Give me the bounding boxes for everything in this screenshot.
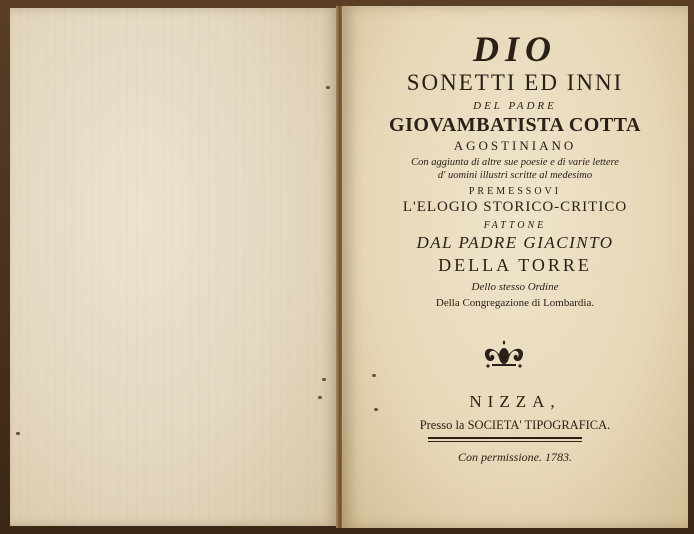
imprint-city: NIZZA,: [469, 392, 561, 411]
addition-line-2: d' uomini illustri scritte al medesimo: [437, 170, 593, 181]
same-order-line: Dello stesso Ordine: [471, 281, 559, 293]
addition-line-1: Con aggiunta di altre sue poesie e di varie lettere: [411, 157, 619, 168]
book-subtitle: SONETTI ED INNI: [406, 70, 624, 95]
sewing-hole: [326, 86, 330, 89]
editor-line-2: DELLA TORRE: [438, 255, 592, 275]
del-padre-line: DEL PADRE: [473, 100, 557, 112]
premessovi-line: PREMESSOVI: [468, 186, 562, 197]
addition-note: [342, 156, 688, 182]
sewing-hole: [372, 374, 376, 377]
imprint-rule-thin: [428, 441, 582, 442]
author-order: AGOSTINIANO: [453, 138, 577, 153]
congregation-line: Della Congregazione di Lombardia.: [435, 297, 595, 309]
sewing-hole: [322, 378, 326, 381]
fleuron-icon: [480, 336, 528, 370]
sewing-hole: [16, 432, 20, 435]
left-blank-page: [10, 8, 338, 526]
editor-line-1: DAL PADRE GIACINTO: [416, 233, 614, 252]
imprint-permission: Con permissione. 1783.: [458, 450, 572, 464]
book-title: DIO: [472, 29, 557, 69]
author-name: GIOVAMBATISTA COTTA: [389, 114, 641, 136]
fattone-line: FATTONE: [483, 220, 547, 231]
imprint-rule-thick: [428, 437, 582, 439]
sewing-hole: [318, 396, 322, 399]
imprint-publisher: Presso la SOCIETA' TIPOGRAFICA.: [419, 418, 611, 432]
elogio-line: L'ELOGIO STORICO-CRITICO: [402, 199, 628, 215]
